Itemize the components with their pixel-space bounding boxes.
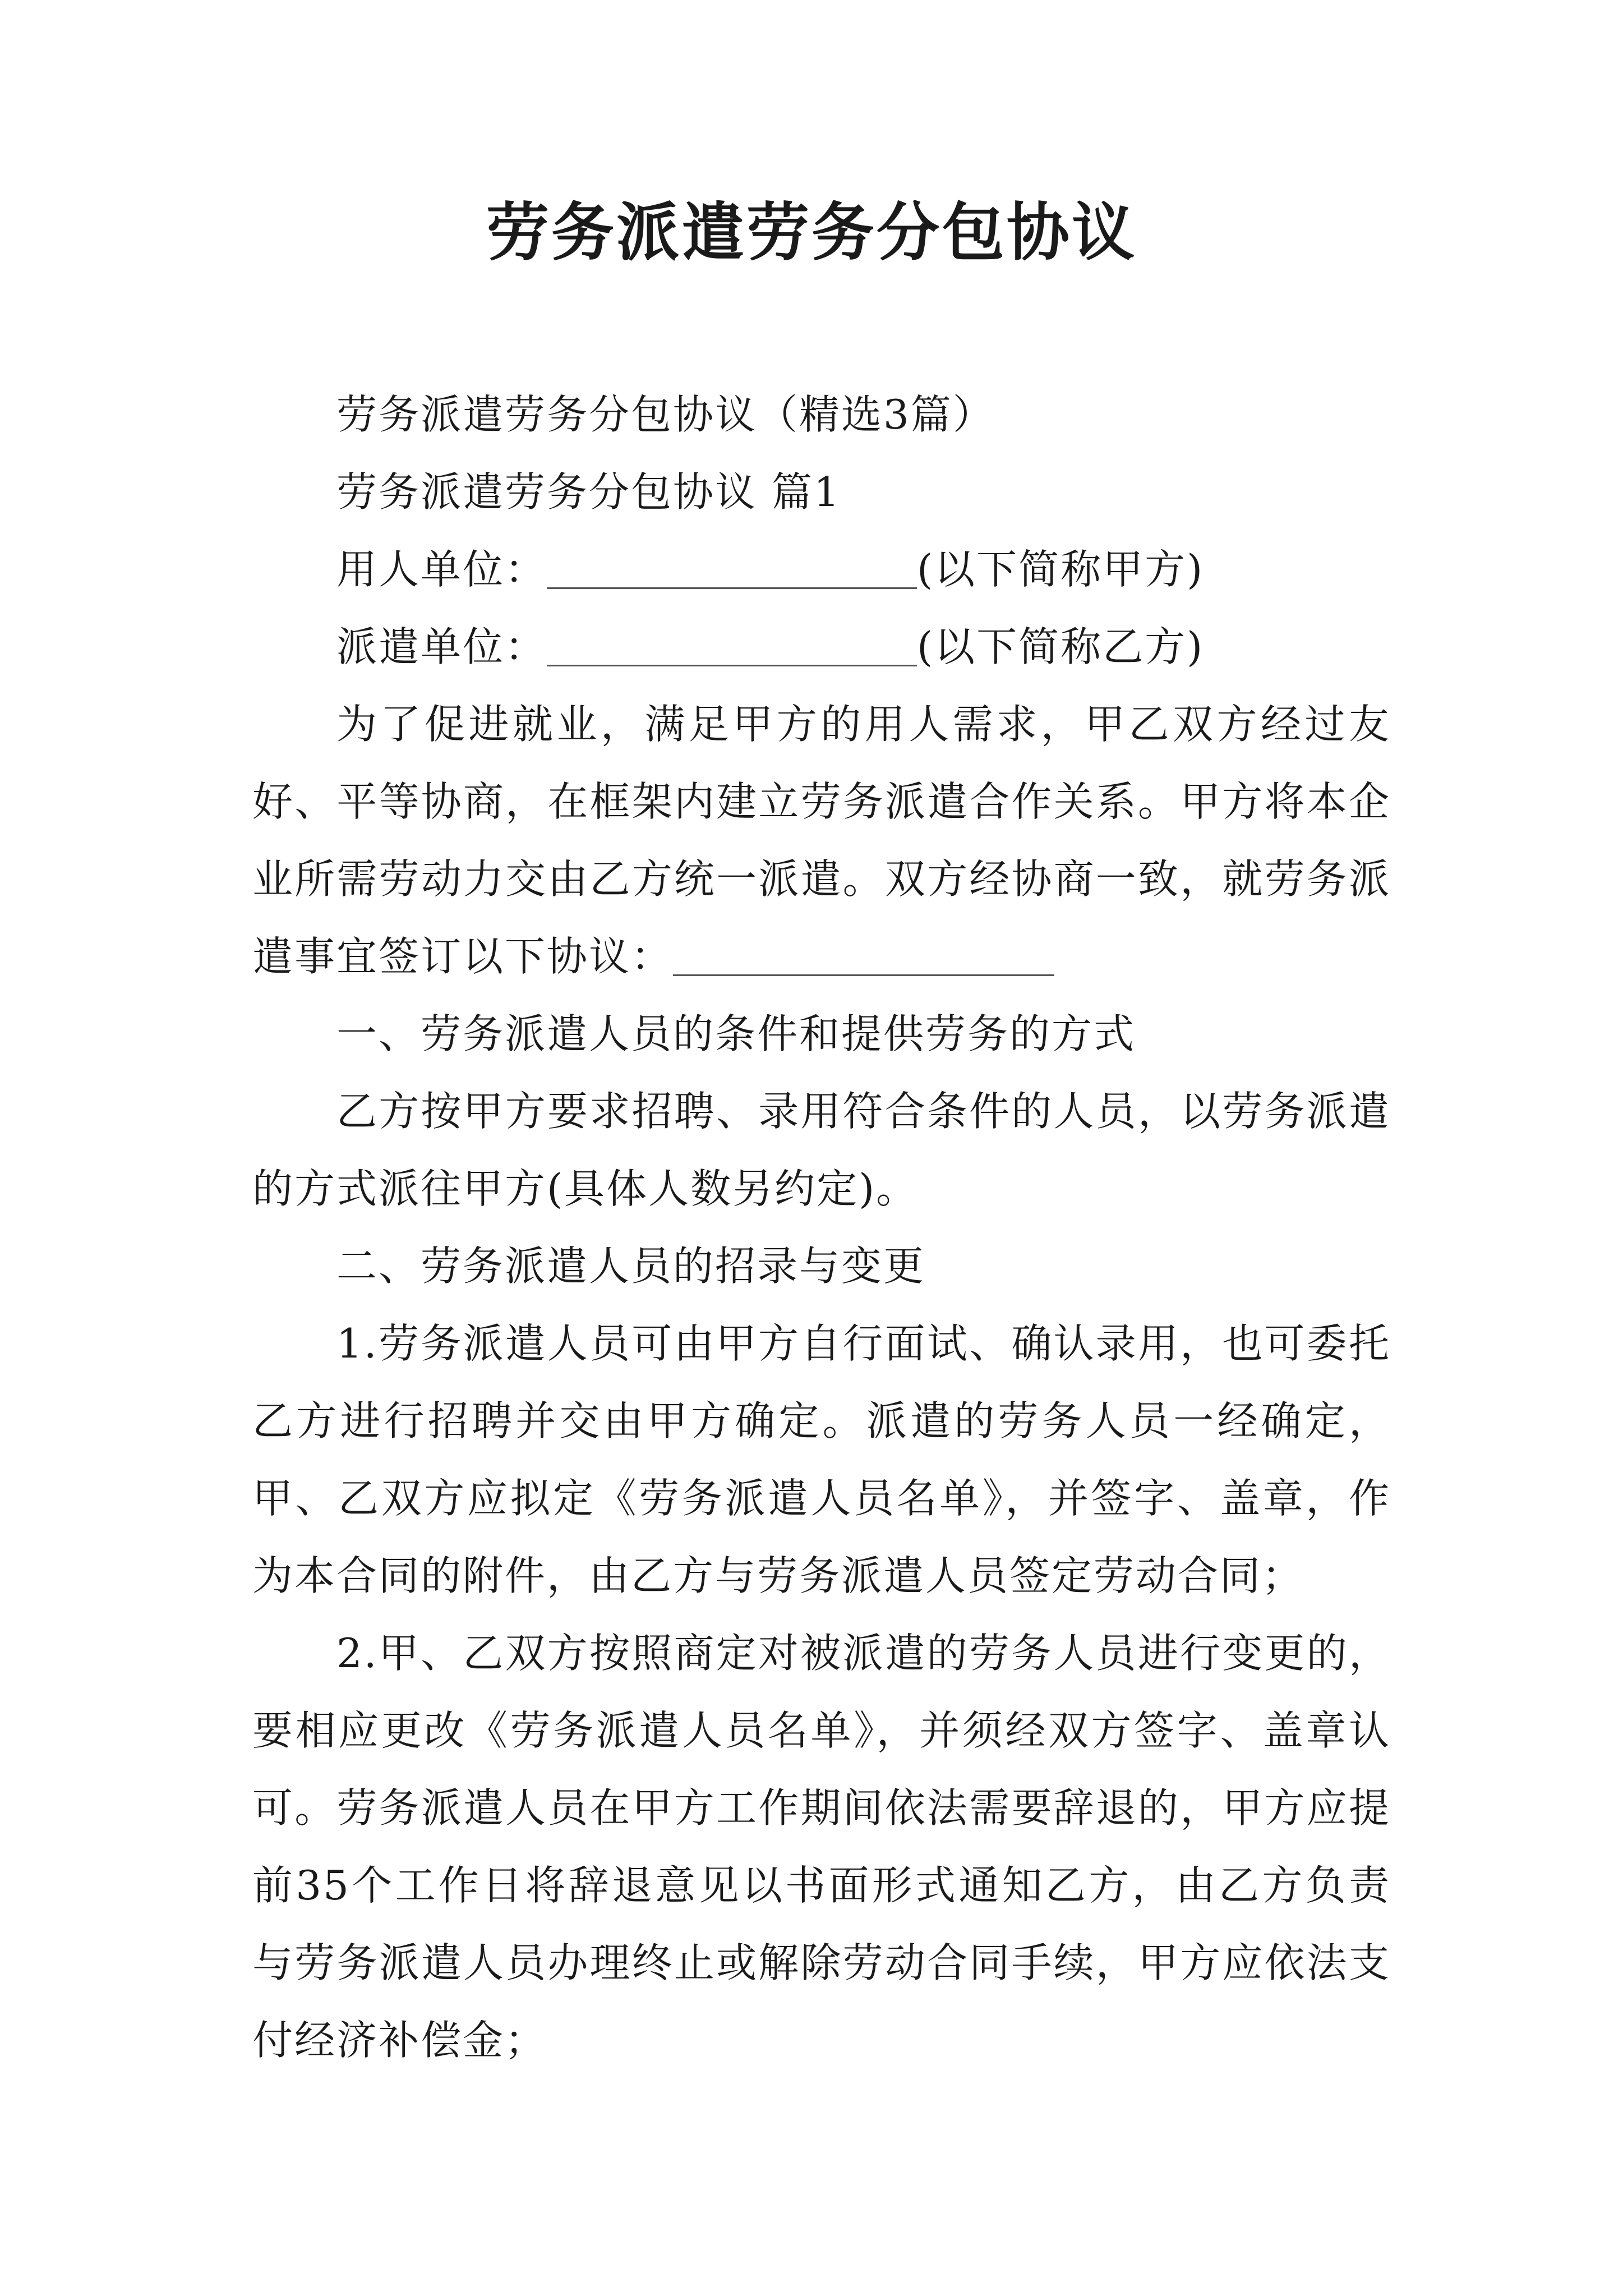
intro-blank bbox=[673, 924, 1054, 976]
clause1-text: 乙方按甲方要求招聘、录用符合条件的人员，以劳务派遣的方式派往甲方(具体人数另约定)。 bbox=[252, 1088, 1391, 1212]
document-title: 劳务派遣劳务分包协议 bbox=[486, 196, 1137, 269]
dispatcher-line bbox=[252, 608, 1391, 685]
subtitle: 劳务派遣劳务分包协议（精选3篇） bbox=[336, 391, 995, 438]
clause2-item2: 2.甲、乙双方按照商定对被派遣的劳务人员进行变更的，要相应更改《劳务派遣人员名单》，并须经双方签字、盖章认可。劳务派遣人员在甲方工作期间依法需要辞退的，甲方应提前35个工作日将辞退意见以书面形式通知乙方，由乙方负责与劳务派遣人员办理终止或解除劳动合同手续，甲方应依法支付经济补偿金； bbox=[252, 1630, 1391, 2064]
intro-text: 为了促进就业，满足甲方的用人需求，甲乙双方经过友好、平等协商，在框架内建立劳务派遣合作关系。甲方将本企业所需劳动力交由乙方统一派遣。双方经协商一致，就劳务派遣事宜签订以下协议： bbox=[252, 701, 1391, 980]
intro-paragraph bbox=[252, 685, 1391, 995]
employer-label: 用人单位： bbox=[336, 546, 547, 593]
employer-blank bbox=[547, 537, 917, 589]
employer-line bbox=[252, 531, 1391, 608]
clause2-item1: 1.劳务派遣人员可由甲方自行面试、确认录用，也可委托乙方进行招聘并交由甲方确定。派遣的劳务人员一经确定，甲、乙双方应拟定《劳务派遣人员名单》，并签字、盖章，作为本合同的附件，由乙方与劳务派遣人员签定劳动合同； bbox=[252, 1320, 1391, 1599]
document-body bbox=[252, 376, 1391, 2079]
dispatcher-suffix: (以下简称乙方) bbox=[917, 623, 1205, 670]
clause1-heading: 一、劳务派遣人员的条件和提供劳务的方式 bbox=[336, 1010, 1136, 1057]
dispatcher-label: 派遣单位： bbox=[336, 623, 547, 670]
dispatcher-blank bbox=[547, 614, 917, 666]
employer-suffix: (以下简称甲方) bbox=[917, 546, 1205, 593]
section-heading: 劳务派遣劳务分包协议 篇1 bbox=[336, 468, 841, 516]
clause2-heading: 二、劳务派遣人员的招录与变更 bbox=[336, 1243, 926, 1290]
